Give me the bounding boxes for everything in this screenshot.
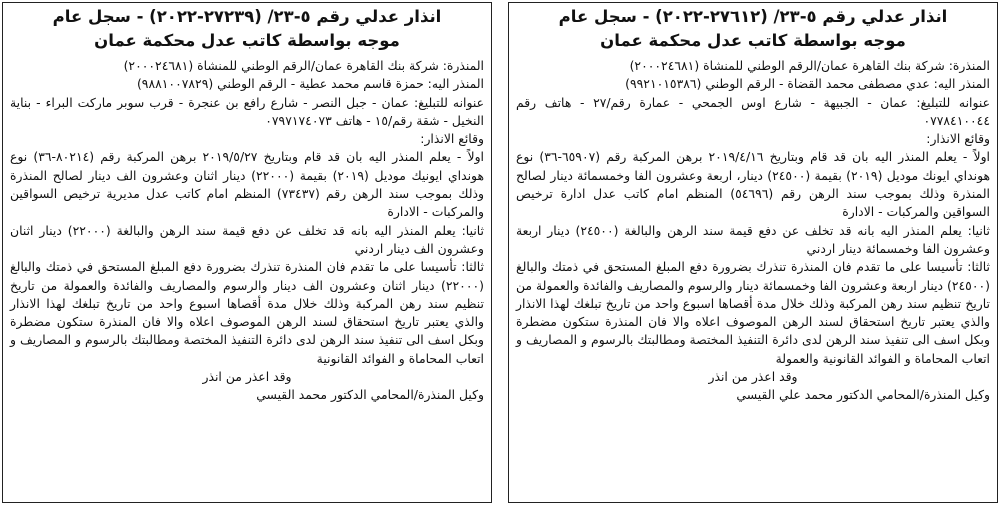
notice-title: انذار عدلي رقم ٥-٢٣/ (٢٧٦١٢-٢٠٢٢) - سجل عام: [558, 7, 948, 26]
notice-subtitle: موجه بواسطة كاتب عدل محكمة عمان: [600, 31, 906, 50]
facts-heading: وقائع الانذار:: [926, 131, 990, 147]
fact-first: اولاً - يعلم المنذر اليه بان قد قام وبتاريخ ٢٠١٩/٥/٢٧ برهن المركبة رقم (٨٠٢١٤-٣٦) نوع هونداي ايونيك موديل (٢٠١٩) بقيمة (٢٢٠٠٠) دينار اثنان وعشرون الف دينار لصالح المنذرة وذلك بموجب سند الرهن رقم (٧٣٤٣٧) المنظم امام كاتب عدل مديرية ترخيص السواقين والمركبات - الادارة: [10, 149, 485, 220]
signature-line: وكيل المنذرة/المحامي الدكتور محمد القيسي: [256, 387, 484, 403]
warned-party-line: المنذر اليه: عدي مصطفى محمد القضاة - الرقم الوطني (٩٩٢١٠١٥٣٨٦): [625, 76, 990, 92]
legal-notice-27612: [508, 2, 998, 503]
address-line: عنوانه للتبليغ: عمان - جبل النصر - شارع رافع بن عنجرة - قرب سوبر ماركت البراء - بناية النخيل - شقة رقم/١٥ - هاتف ٠٧٩٧١٧٤٠٧٣: [10, 94, 484, 128]
warned-party-line: المنذر اليه: حمزة قاسم محمد عطية - الرقم الوطني (٩٨٨١٠٠٧٨٢٩): [136, 76, 484, 92]
warner-line: المنذرة: شركة بنك القاهرة عمان/الرقم الوطني للمنشاة (٢٠٠٠٢٤٦٨١): [123, 58, 484, 73]
signature-line: وكيل المنذرة/المحامي الدكتور محمد علي القيسي: [736, 387, 990, 403]
closing-line: وقد اعذر من انذر: [202, 369, 292, 385]
notice-title: انذار عدلي رقم ٥-٢٣/ (٢٧٢٣٩-٢٠٢٢) - سجل عام: [52, 7, 442, 26]
notice-subtitle: موجه بواسطة كاتب عدل محكمة عمان: [94, 31, 400, 50]
closing-line: وقد اعذر من انذر: [708, 369, 798, 385]
warner-line: المنذرة: شركة بنك القاهرة عمان/الرقم الوطني للمنشاة (٢٠٠٠٢٤٦٨١): [629, 58, 990, 73]
fact-third: ثالثا: تأسيسا على ما تقدم فان المنذرة تنذرك بضرورة دفع المبلغ المستحق في ذمتك والبالغ (٢٢٠٠٠) دينار اثنان وعشرون الف دينار والرسوم والمصاريف والفائدة والعمولة من تاريخ تنظيم سند رهن المركبة وذلك خلال مدة أقصاها اسبوع واحد من تاريخ تبلغك لهذا الانذار والذي يعتبر تاريخ استحقاق لسند الرهن الموصوف اعلاه والا فان المنذرة ستكون مضطرة وبكل اسف الى تنفيذ سند الرهن لدى دائرة التنفيذ المختصة ومطالبتك بالرسوم و المصاريف و اتعاب المحاماة و الفوائد القانونية: [10, 259, 484, 366]
address-line: عنوانه للتبليغ: عمان - الجبيهة - شارع اوس الجمحي - عمارة رقم/٢٧ - هاتف رقم ٠٧٧٨٤١٠٠٤٤: [516, 94, 990, 128]
fact-first: اولاً - يعلم المنذر اليه بان قد قام وبتاريخ ٢٠١٩/٤/١٦ برهن المركبة رقم (٦٥٩٠٧-٣٦) نوع هونداي ايونك موديل (٢٠١٩) بقيمة (٢٤٥٠٠) دينار، اربعة وعشرون الفا وخمسمائة دينار لصالح المنذرة وذلك بموجب سند الرهن رقم (٥٤٦٩٦) المنظم امام كاتب عدل ادارة ترخيص السواقين والمركبات - الادارة: [516, 149, 991, 220]
facts-heading: وقائع الانذار:: [420, 131, 484, 147]
fact-second: ثانيا: يعلم المنذر اليه بانه قد تخلف عن دفع قيمة سند الرهن والبالغة (٢٤٥٠٠) دينار اربعة وعشرون الفا وخمسمائة دينار اردني: [516, 222, 991, 256]
legal-notice-27239: [2, 2, 492, 503]
fact-third: ثالثا: تأسيسا على ما تقدم فان المنذرة تنذرك بضرورة دفع المبلغ المستحق في ذمتك والبالغ (٢٤٥٠٠) دينار اربعة وعشرون الفا وخمسمائة دينار والرسوم والمصاريف والفائدة والعمولة من تاريخ تنظيم سند رهن المركبة وذلك خلال مدة أقصاها اسبوع واحد من تاريخ تبلغك لهذا الانذار والذي يعتبر تاريخ استحقاق لسند الرهن الموصوف اعلاه والا فان المنذرة ستكون مضطرة وبكل اسف الى تنفيذ سند الرهن لدى دائرة التنفيذ المختصة ومطالبتك بالرسوم و المصاريف و اتعاب المحاماة و الفوائد القانونية والعمولة: [516, 259, 990, 366]
fact-second: ثانيا: يعلم المنذر اليه بانه قد تخلف عن دفع قيمة سند الرهن والبالغة (٢٢٠٠٠) دينار اثنان وعشرون الف دينار اردني: [10, 222, 484, 256]
